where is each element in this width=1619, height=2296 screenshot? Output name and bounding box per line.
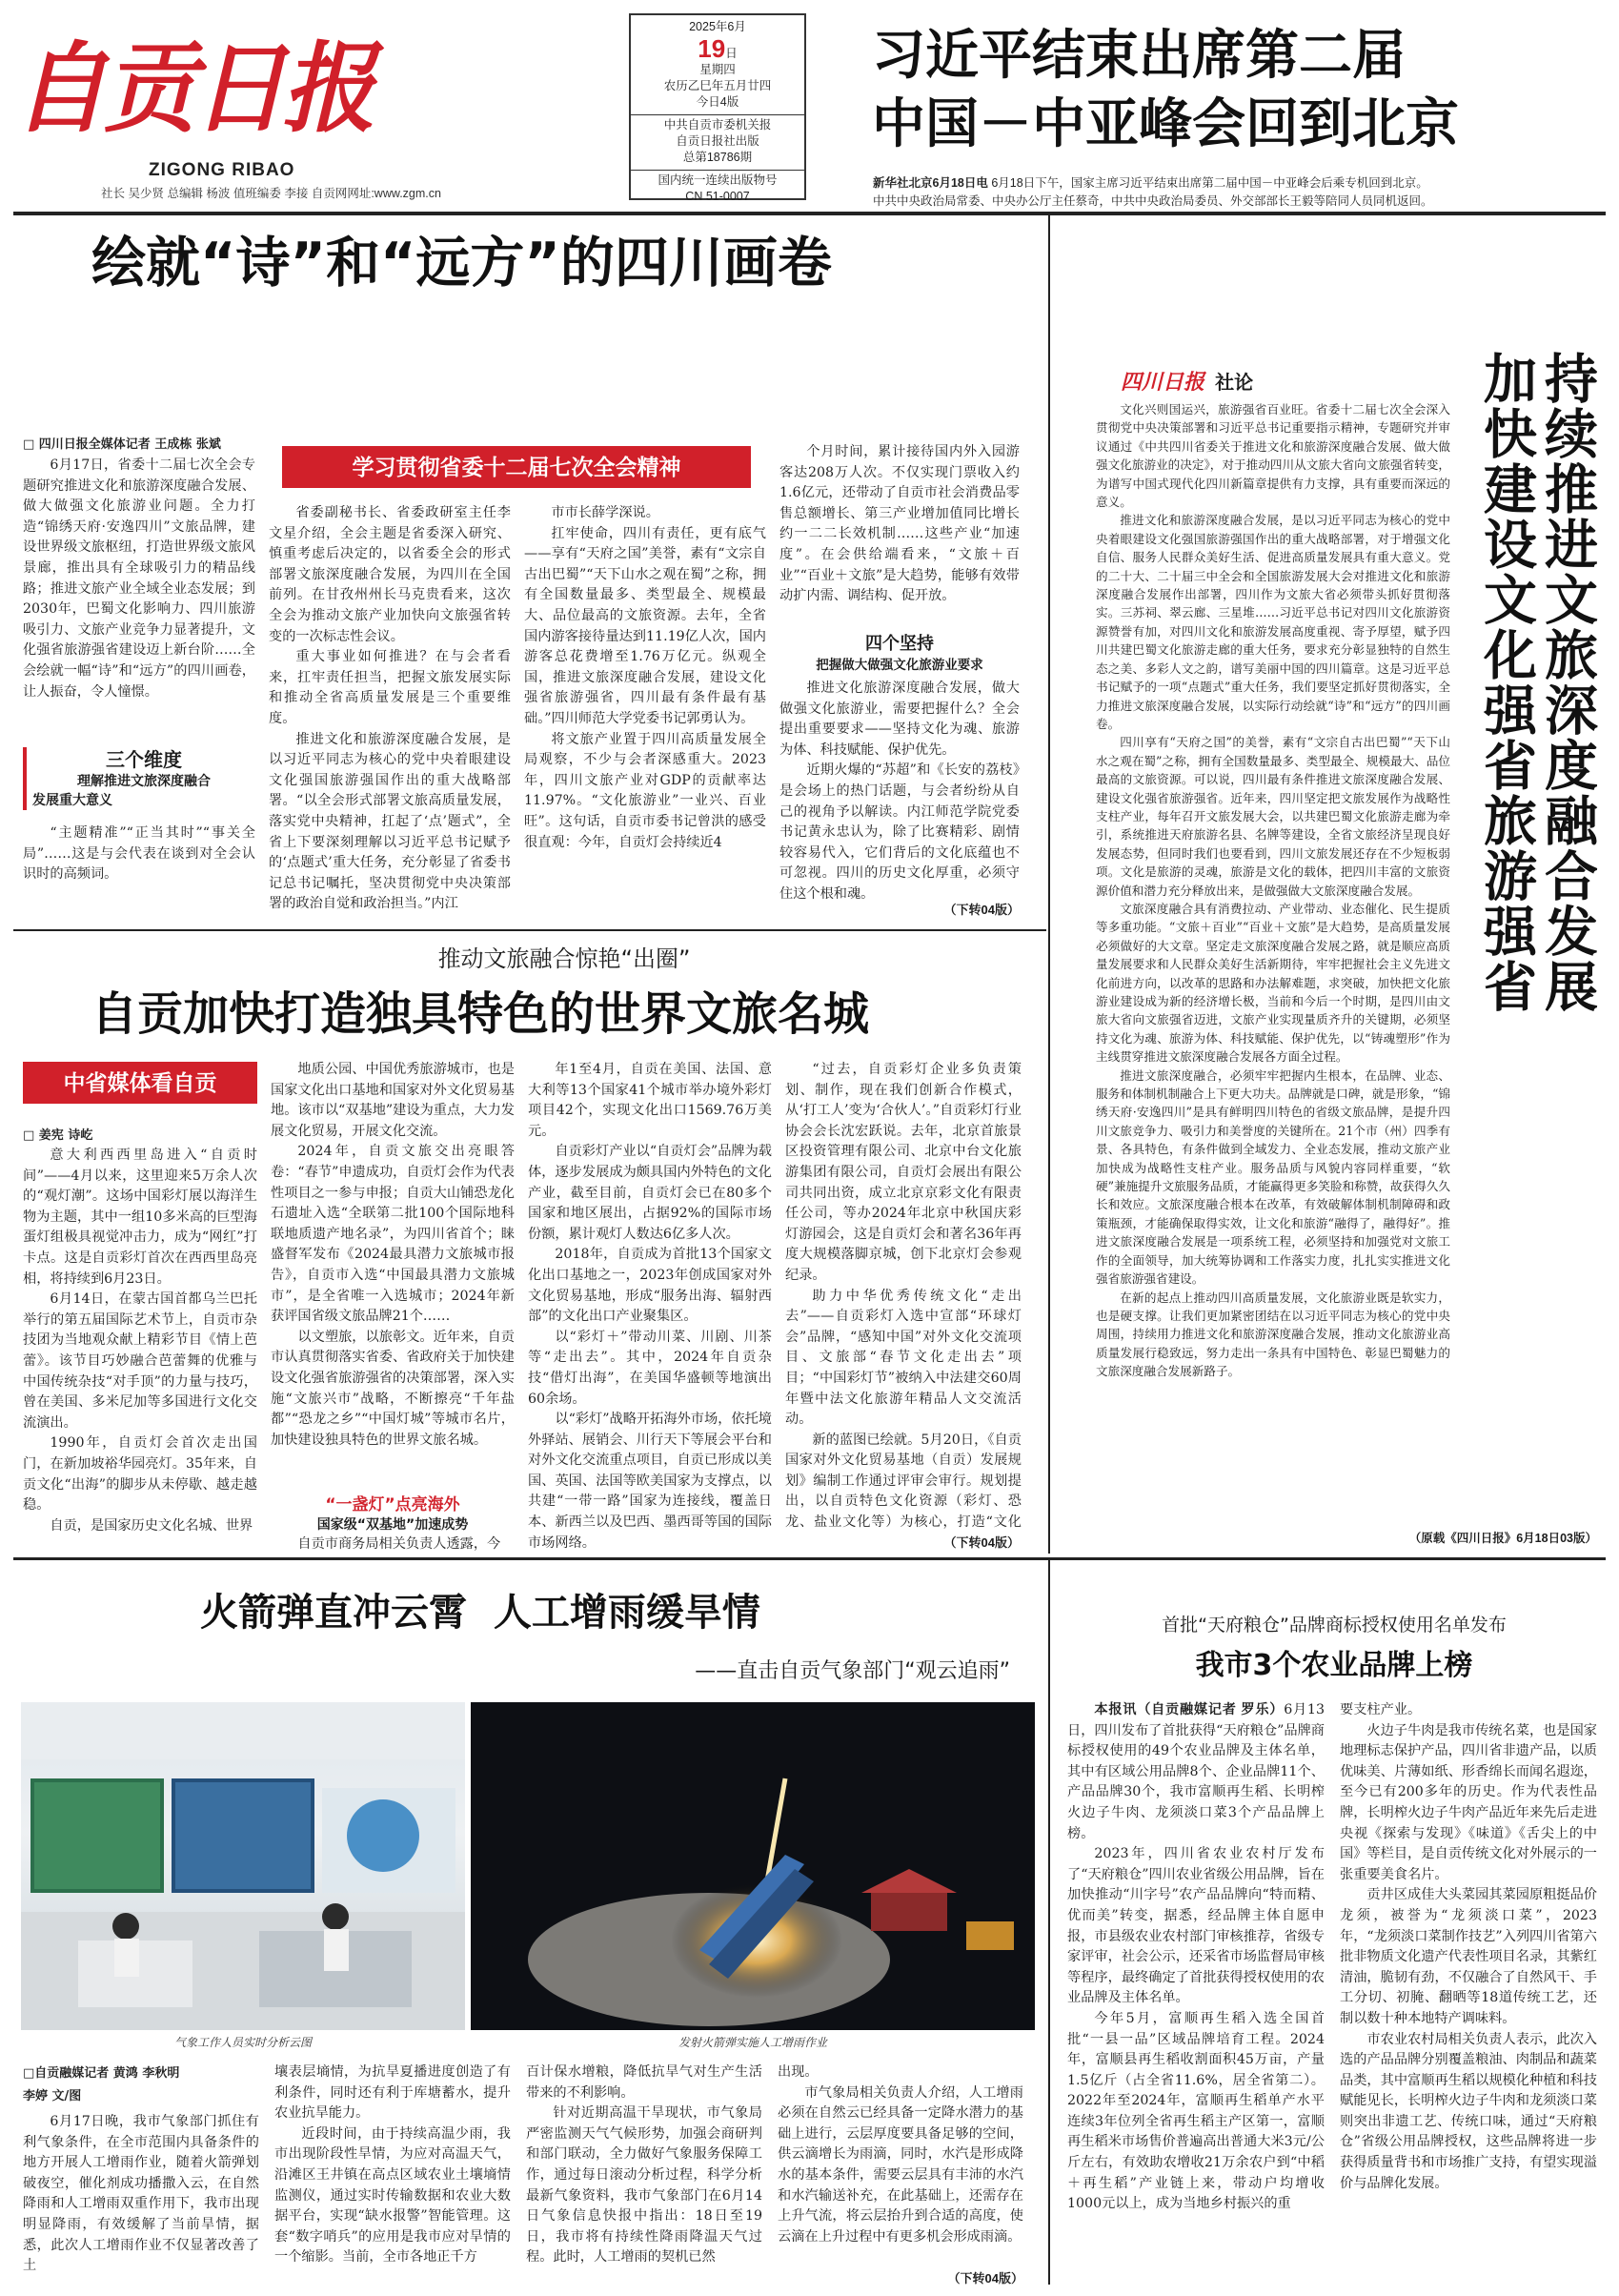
story4-lead: 本报讯（自贡融媒记者 罗乐） [1094, 1702, 1285, 1717]
masthead-logo [13, 13, 395, 181]
story2-subhead [271, 1494, 515, 1534]
date-weekday: 星期四 [699, 63, 736, 76]
story3-col2-p2: 近段时间，由于持续高温少雨，我市出现阶段性旱情，为应对高温天气，沿滩区王井镇在高点区域农业土壤墒情监测仪，通过实时传输数据和农业大数据平台，实现“缺水报警”智能管理。这套“数字哨兵”的应用是我市应对旱情的一个缩影。当前，全市各地正千方 [274, 2125, 511, 2266]
story2-col2 [271, 1060, 515, 1494]
editorial-p6: 在新的起点上推动四川高质量发展，文化旅游业既是软实力，也是硬支撑。让我们更加紧密团结在以习近平同志为核心的党中央周围，持续用力推进文化和旅游深度融合发展，推动文化旅游业高质量发展行稳致远，努力走出一条具有中国特色、彰显巴蜀魅力的文旅深度融合发展新路子。 [1096, 1290, 1450, 1379]
editorial-p3: 四川享有“天府之国”的美誉，素有“文宗自古出巴蜀”“天下山水之观在蜀”之称，拥有全国数量最多、类型最全、规模最大、品位最高的文旅资源。可以说，四川最有条件推进文旅深度融合发展、建设文化强省旅游强省。近年来，四川坚定把文旅发展作为战略性支柱产业，每年召开文旅发展大会，以共建巴蜀文化旅游走廊为牵引，系统推进天府旅游名县、名牌等建设，全省文旅经济呈现良好发展态势，但同时我们也要看到，四川文旅发展还存在不少短板弱项。文化是旅游的灵魂，旅游是文化的载体，把四川丰富的文旅资源价值和潜力充分释放出来，是做强做大文旅深度融合发展。 [1096, 735, 1450, 898]
story2-byline: □ 姜宪 诗屹 [23, 1128, 93, 1143]
subhead1-line3: 发展重大意义 [32, 793, 112, 808]
photo-rocket-launch [471, 1702, 1035, 2030]
lead-body-text2: 中共中央政治局常委、中央办公厅主任蔡奇，中共中央政治局委员、外交部部长王毅等陪同人员同机返回。 [873, 194, 1433, 208]
story1-col4a [779, 442, 1020, 629]
story2-col1-p1: 意大利西西里岛进入“自贡时间”——4月以来，这里迎来5万余人次的“观灯潮”。这场中国彩灯展以海洋生物为主题，其中一组10多米高的巨型海蛋灯组极具视觉冲击力，成为“网红”打卡点。这是自贡彩灯首次在西西里岛亮相，将持续到6月23日。 [23, 1148, 257, 1287]
story4-col1-p3: 今年5月，富顺再生稻入选全国首批“一县一品”区域品牌培育工程。2024年，富顺县再生稻收割面积45万亩，产量1.5亿斤（占全省11.6%，居全省第二）。2022年至2024年，富顺再生稻单产水平连续3年位列全省再生稻主产区第一，富顺再生稻米市场售价普遍高出普通大米3元/公斤左右，有效助农增收21万余农户到“中稻＋再生稻”产业链上来，带动户均增收1000元以上，成为当地乡村振兴的重 [1067, 2010, 1325, 2212]
story2-col2-p4: 自贡市商务局相关负责人透露，今 [297, 1536, 501, 1552]
date-day: 19 [698, 34, 726, 63]
story3-headline: 火箭弹直冲云霄 人工增雨缓旱情 [200, 1591, 760, 1635]
rocket-launch-illustration [471, 1702, 1035, 2030]
story2-col2b [271, 1534, 515, 1555]
story2-kicker: 推动文旅融合惊艳“出圈” [437, 945, 691, 972]
editorial-body [1096, 400, 1450, 1533]
story1-tag: 学习贯彻省委十二届七次全会精神 [282, 446, 751, 488]
date-pages: 今日4版 [696, 95, 739, 109]
lead-body [873, 174, 1597, 211]
story1-byline: □ 四川日报全媒体记者 王成栋 张斌 [23, 437, 221, 452]
lead-title-line2: 中国－中亚峰会回到北京 [872, 93, 1459, 155]
story4-col2 [1340, 1700, 1597, 2284]
publisher: 自贡日报社出版 [676, 134, 759, 148]
photo1-caption: 气象工作人员实时分析云图 [173, 2036, 312, 2049]
story4-col1-p1: 6月13日，四川发布了首批获得“天府粮仓”品牌商标授权使用的49个农业品牌及主体名单，其中有区域公用品牌8个、企业品牌11个、产品品牌30个，我市富顺再生稻、长明榨火边子牛肉、龙须淡口菜3个产品品牌上榜。 [1067, 1702, 1325, 1841]
story3-col3-p2: 针对近期高温干旱现状，市气象局严密监测天气气候形势，加强会商研判和部门联动，全力做好气象服务保障工作，通过每日滚动分析过程，科学分析最新气象资料，我市气象部门在6月14日气象信息快报中指出：18日至19日，我市将有持续性降雨降温天气过程。此时，人工增雨的契机已然 [526, 2105, 762, 2266]
story2-col3-p3: 2018年，自贡成为首批13个国家文化出口基地之一，2023年创成国家对外文化贸易基地，形成“服务出海、辐射西部”的文化出口产业聚集区。 [528, 1247, 772, 1325]
story2-subhead-line1: “一盏灯”点亮海外 [325, 1495, 460, 1514]
rule-mid-page [13, 1557, 1606, 1560]
editorial-p5: 推进文旅深度融合，必须牢牢把握内生根本，在品牌、业态、服务和体制机制融合上下更大功夫。品牌就是口碑，就是形象，“锦绣天府·安逸四川”是具有鲜明四川特色的省级文旅品牌，是提升四川文旅竞争力、吸引力和美誉度的关键所在。21个市（州）四季有景、各具特色，有条件做到全域发力、全业态发展，推动文旅产业加快成为战略性支柱产业。服务品质与风貌内容同样重要，“软硬”兼施提升文旅服务品质，才能赢得更多笑脸和称赞，故获得久久长和效应。文旅深度融合根本在改革，有效破解体制机制障碍和政策瓶颈，才能确保取得实效，让文化和旅游“融得了，融得好”。推进文旅深度融合发展是一项系统工程，必须坚持和加强党对文旅工作的全面领导，加大统筹协调和工作落实力度，扎扎实实推进文化强省旅游强省建设。 [1096, 1067, 1450, 1287]
story2-col3-p4: 以“彩灯＋”带动川菜、川剧、川茶等“走出去”。其中，2024年自贡杂技“借灯出海”，在美国华盛顿等地演出60余场。 [528, 1329, 772, 1407]
story1-col2-p1: 省委副秘书长、省委政研室主任李文星介绍，全会主题是省委深入研究、慎重考虑后决定的，以省委全会的形式部署文旅深度融合发展，为四川在全国前列。在甘孜州州长马克贵看来，这次全会为推动文旅产业加快向文旅强省转变的一次标志性会议。 [269, 505, 511, 644]
photo2-caption: 发射火箭弹实施人工增雨作业 [678, 2036, 827, 2049]
story2-col2-p1: 地质公园、中国优秀旅游城市，也是国家文化出口基地和国家对外文化贸易基地。该市以“双基地”建设为重点，大力发展文化贸易，开展文化交流。 [271, 1062, 515, 1139]
cn-label: 国内统一连续出版物号 [658, 173, 778, 187]
story2-col4-p3: 新的蓝图已绘就。5月20日，《自贡国家对外文化贸易基地（自贡）发展规划》编制工作通过评审会审行。规划提出，以自贡特色文化资源（彩灯、恐龙、盐业文化等）为核心，打造“文化 [785, 1432, 1022, 1531]
story1-headline [91, 225, 1006, 301]
editorial-source: 四川日报 [1121, 370, 1205, 395]
editorial-source-note: （原载《四川日报》6月18日03版） [1408, 1532, 1597, 1545]
story2-col4 [785, 1060, 1022, 1533]
story3-byline1: □自贡融媒记者 黄鸿 李秋明 [23, 2066, 180, 2081]
story3-col2-p1: 壤表层墒情，为抗旱夏播进度创造了有利条件，同时还有利于库塘蓄水，提升农业抗旱能力。 [274, 2064, 511, 2122]
story2-col3-p5: 以“彩灯”战略开拓海外市场，依托境外驿站、展销会、川行天下等展会平台和对外文化交流重点项目，自贡已形成以美国、英国、法国等欧美国家为支撑点，以共建“一带一路”国家为连接线，覆盖日本、新西兰以及巴西、墨西哥等国的国际市场网络。 [528, 1412, 772, 1551]
date-year-month: 2025年6月 [689, 20, 746, 33]
story1-col2 [269, 503, 511, 923]
story1-continued: （下转04版） [943, 903, 1020, 917]
story2-col3-p1: 年1至4月，自贡在美国、法国、意大利等13个国家41个城市举办境外彩灯项目42个，实现文化出口1569.76万美元。 [528, 1062, 772, 1139]
story1-col4-p2: 推进文化旅游深度融合发展，做大做强文化旅游业，需要把握什么？全会提出重要要求——坚持文化为魂、旅游为体、科技赋能、保护优先。 [779, 681, 1020, 758]
story3-col4-p2: 市气象局相关负责人介绍，人工增雨必须在自然云已经具备一定降水潜力的基础上进行，云层厚度要具备足够的空间，供云滴增长为雨滴，同时，水汽是形成降水的基本条件，需要云层具有丰沛的水汽和水汽输送补充，在此基础上，还需存在上升气流，将云层抬升到合适的高度，使云滴在上升过程中有更多机会形成雨滴。 [778, 2084, 1023, 2245]
story4-col2-p1: 要支柱产业。 [1340, 1702, 1422, 1717]
story1-col4b [779, 679, 1020, 904]
story1-col2-p3: 推进文化和旅游深度融合发展，是以习近平同志为核心的党中央着眼建设文化强国旅游强国作出的重大战略部署。“以全会形式部署文旅高质量发展，落实党中央精神，扛起了‘点’题式”，全省上下要深刻理解以习近平总书记赋予的‘点题式’重大任务，充分彰显了省委书记总书记嘱托，坚决贯彻党中央决策部署的政治自觉和政治担当。”内江 [269, 731, 511, 912]
masthead-rule [13, 212, 1606, 215]
story2-tag: 中省媒体看自贡 [23, 1062, 257, 1104]
story3-col3 [526, 2062, 762, 2284]
editorial-p4: 文旅深度融合具有消费拉动、产业带动、业态催化、民生提质等多重功能。“文旅＋百业”“百业＋文旅”是大趋势，是高质量发展必须做好的大文章。坚定走文旅深度融合发展之路，就是顺应高质量发展要求和人民群众美好生活新期待，牢牢把握社会主义先进文化前进方向，以改革的思路和办法解难题，求突破，加快把文化旅游业建设成为新的经济增长极，当前和今后一个时期，是四川由文旅大省向文旅强省迈进，文旅产业实现量质齐升的关键期，必须坚持文化为魂、旅游为体、科技赋能、保护优先，以“铸魂塑形”作为主线贯穿推进文旅深度融合发展各方面全过程。 [1096, 901, 1450, 1065]
story1-subhead1 [23, 747, 255, 810]
lead-title-line1: 习近平结束出席第二届 [872, 25, 1406, 87]
story3-col2 [274, 2062, 511, 2284]
story4-col2-p4: 市农业农村局相关负责人表示，此次入选的产品品牌分别覆盖粮油、肉制品和蔬菜品类，其中富顺再生稻以规模化种植和科技赋能见长，长明榨火边子牛肉和龙须淡口菜则突出非遗工艺、传统口味，通过“天府粮仓”省级公用品牌授权，这些品牌将进一步获得质量背书和市场推广支持，有望实现溢价与品牌化发展。 [1340, 2031, 1597, 2191]
story1-headline-part5: 的四川画卷 [559, 232, 832, 295]
date-lunar: 农历乙巳年五月廿四 [663, 79, 772, 92]
story1-col1 [23, 456, 255, 751]
story2-subhead-line2: 国家级“双基地”加速成势 [316, 1517, 469, 1533]
story2-col1 [23, 1146, 257, 1544]
story1-col3 [524, 503, 766, 923]
story1-col1b [23, 823, 255, 919]
editorial-p2: 推进文化和旅游深度融合发展，是以习近平同志为核心的党中央着眼建设文化强国旅游强国作出的重大战略部署，对于增强文化自信、服务人民群众美好生活、促进高质量发展具有重大意义。党的二十大、二十届三中全会和全国旅游发展大会对推进文化和旅游深度融合发展作出部署，四川作为文旅大省必须带头抓好贯彻落实。三苏祠、翠云廊、三星堆……习近平总书记对四川文化旅游资源赞誉有加，对四川文化和旅游发展高度重视、寄予厚望，赋予四川共建巴蜀文化旅游走廊的重大任务，要求充分彰显独特的自然生态之美、多彩人文之韵，谱写美丽中国的四川篇章。这是习近平总书记赋予的一项“点题式”重大任务，我们要坚定抓好贯彻落实，全力推进文旅深度融合发展，以实际行动绘就“诗”和“远方”的四川画卷。 [1096, 513, 1450, 731]
story1-col3-p2: 扛牢使命，四川有责任，更有底气——享有“天府之国”美誉，素有“文宗自古出巴蜀”“天下山水之观在蜀”之称，拥有全国数量最多、类型最全、规模最大、品位最高的文旅资源。去年，全省国内游客接待量达到11.19亿人次，国内游客总花费增至1.76万亿元。纵观全国，推进文旅深度融合发展，建设文化强省旅游强省，四川最有条件最有基础。”四川师范大学党委书记郭勇认为。 [524, 525, 766, 726]
story1-col1-p2: “主题精准”“正当其时”“事关全局”……这是与会代表在谈到对全会认识时的高频词。 [23, 825, 255, 883]
story2-headline: 自贡加快打造独具特色的世界文旅名城 [91, 987, 870, 1041]
story2-col1-p4: 自贡，是国家历史文化名城、世界 [50, 1517, 253, 1534]
story1-headline-part1: 绘就 [91, 232, 200, 295]
story3-subtitle: ——直击自贡气象部门“观云追雨” [695, 1659, 1010, 1683]
editorial-p1: 文化兴则国运兴，旅游强省百业旺。省委十二届七次全会深入贯彻党中央决策部署和习近平总书记重要指示精神，专题研究并审议通过《中共四川省委关于推进文化和旅游深度融合发展、做大做强文化旅游业的决定》，对于推动四川从文旅大省向文旅强省转变，为谱写中国式现代化四川新篇章提供有力支撑，具有重要而深远的意义。 [1096, 402, 1450, 510]
story4-col1 [1067, 1700, 1325, 2284]
rule-editorial-left [1048, 215, 1050, 1554]
story2-continued: （下转04版） [943, 1535, 1020, 1550]
story2-col3-p2: 自贡彩灯产业以“自贡灯会”品牌为载体，逐步发展成为颇具国内外特色的文化产业，截至目前，自贡灯会已在80多个国家和地区展出，占据92%的国际市场份额，累计观灯人数达6亿多人次。 [528, 1144, 772, 1242]
subhead1-line1: 三个维度 [106, 748, 182, 771]
sponsor: 中共自贡市委机关报 [663, 118, 772, 132]
masthead-pinyin: ZIGONG RIBAO [149, 160, 295, 180]
story1-col3-p3: 将文旅产业置于四川高质量发展全局观察，不少与会者深感重大。2023年，四川文旅产业对GDP的贡献率达11.97%。“文化旅游业”一业兴、百业旺”。这句话，自贡市委书记曾洪的感受很直观：今年，自贡灯会持续近4 [524, 731, 766, 850]
story3-col1 [23, 2112, 259, 2284]
subhead2-line2: 把握做大做强文化旅游业要求 [816, 658, 983, 673]
weather-room-illustration [21, 1702, 465, 2030]
lead-dateline: 新华社北京6月18日电 [873, 176, 988, 190]
story2-col3 [528, 1060, 772, 1555]
date-box [629, 13, 806, 203]
masthead-staff-line: 社长 吴少贤 总编辑 杨波 值班编委 李接 自贡网网址:www.zgm.cn [101, 187, 441, 200]
date-day-suffix: 日 [725, 47, 738, 60]
story1-headline-part4: “远方” [379, 232, 560, 295]
photo-weather-room [21, 1702, 465, 2030]
story4-col2-p3: 贡井区成佳大头菜园其菜园原粗挺品价龙须，被誉为“龙须淡口菜”，2023年，“龙须淡口菜制作技艺”入列四川省第六批非物质文化遗产代表性项目名录，其紫红清油，脆韧有劲，不仅融合了自然风干、手工分切、初腌、翻晒等18道传统工艺，还制以数十种本地特产调味料。 [1340, 1887, 1597, 2026]
subhead2-line1: 四个坚持 [865, 634, 934, 654]
story1-col4-p3: 近期火爆的“苏超”和《长安的荔枝》是会场上的热门话题，与会者纷纷从自己的视角予以解读。内江师范学院党委书记黄永忠认为，除了比赛精彩、剧情较容易代入，它们背后的文化底蕴也不可忽视。四川的历史文化厚重，必须守住这个根和魂。 [779, 762, 1020, 902]
story3-col3-p1: 百计保水增粮，降低抗旱气对生产生活带来的不利影响。 [526, 2064, 762, 2101]
story4-col2-p2: 火边子牛肉是我市传统名菜，也是国家地理标志保护产品，四川省非遗产品，以质优味美、片薄如纸、形香绵长而闻名遐迩，至今已有200多年的历史。作为代表性品牌，长明榨火边子牛肉产品近年来先后走进央视《探索与发现》《味道》《舌尖上的中国》等栏目，是自贡传统文化对外展示的一张重要美食名片。 [1340, 1722, 1597, 1882]
issue-no: 总第18786期 [682, 151, 753, 164]
story1-headline-part3: 和 [325, 232, 380, 295]
story2-col4-p1: “过去，自贡彩灯企业多负责策划、制作，现在我们创新合作模式，从‘打工人’变为‘合伙人’。”自贡彩灯行业协会会长沈宏跃说。去年，北京首旅景区投资管理有限公司、北京中台文化旅游集团有限公司，自贡灯会展出有限公司共同出资，成立北京京彩文化有限责任公司，等办2024年北京中秋国庆彩灯游园会，这是自贡灯会和著名36年再度大规模落脚京城，创下北京灯会参观纪录。 [785, 1062, 1022, 1283]
story3-continued: （下转04版） [947, 2271, 1023, 2286]
story1-headline-part2: “诗” [200, 232, 326, 295]
story4-col1-p2: 2023年，四川省农业农村厅发布了“天府粮仓”四川农业省级公用品牌，旨在加快推动“川字号”农产品品牌向“特而精、优而美”转变，据悉，经品牌主体自愿申报，市县级农业农村部门审核推荐，省级专家评审，社会公示，还采省市场监督局审核等程序，最终确定了首批获得授权使用的农业品牌及主体名单。 [1067, 1846, 1325, 2006]
story2-col2-p3: 以文塑旅，以旅彰文。近年来，自贡市认真贯彻落实省委、省政府关于加快建设文化强省旅游强省的决策部署，深入实施“文旅兴市”战略，不断擦亮“千年盐都”“恐龙之乡”“中国灯城”等城市名片，加快建设独具特色的世界文旅名城。 [271, 1329, 515, 1448]
story2-col1-p3: 1990年，自贡灯会首次走出国门，在新加坡裕华园亮灯。35年来，自贡文化“出海”的脚步从未停歇、越走越稳。 [23, 1435, 257, 1514]
story3-byline2: 李婷 文/图 [23, 2089, 82, 2103]
story1-col3-p1: 市市长薛学深说。 [551, 505, 659, 520]
story1-col2-p2: 重大事业如何推进？在与会者看来，扛牢责任担当，把握文旅发展实际和推动全省高质量发展是三个重要维度。 [269, 649, 511, 726]
story2-col4-p2: 助力中华优秀传统文化“走出去”——自贡彩灯入选中宣部“环球灯会”品牌，“感知中国”对外文化交流项目、文旅部“春节文化走出去”项目；“中国彩灯节”被纳入中法建交60周年暨中法文化旅游年精品人文交流活动。 [785, 1288, 1022, 1428]
story2-col1-p2: 6月14日，在蒙古国首都乌兰巴托举行的第五届国际艺术节上，自贡市杂技团为当地观众献上精彩节目《情上芭蕾》。该节目巧妙融合芭蕾舞的优雅与中国传统杂技“对手顶”的力量与技巧，曾在美国、多米尼加等多国进行文化交流演出。 [23, 1291, 257, 1431]
rule-story1-bottom [13, 929, 1046, 931]
lead-body-text: 6月18日下午，国家主席习近平结束出席第二届中国－中亚峰会后乘专机回到北京。 [987, 176, 1428, 190]
subhead1-line2: 理解推进文旅深度融合 [77, 774, 211, 789]
story1-subhead2 [779, 633, 1020, 675]
story4-kicker: 首批“天府粮仓”品牌商标授权使用名单发布 [1162, 1615, 1507, 1636]
story3-col4-p1: 出现。 [778, 2064, 819, 2080]
logo-text: 自贡日报 [13, 31, 373, 147]
story3-col4 [778, 2062, 1023, 2266]
editorial-title: 持续推进文旅深度融合发展 加快建设文化强省旅游强省 [1475, 351, 1598, 1014]
story4-headline: 我市3个农业品牌上榜 [1195, 1649, 1473, 1682]
story2-col2-p2: 2024年，自贡文旅交出亮眼答卷：“春节”申遗成功，自贡灯会作为代表性项目之一参与申报；自贡大山铺恐龙化石遗址入选“全联第二批100个国际地科联地质遗产地名录”，为四川省首个；睐盛督军发布《2024最具潜力文旅城市报告》，自贡市入选“中国最具潜力文旅城市”，是全省唯一入选城市；2024年新获评国省级文旅品牌21个…… [271, 1144, 515, 1325]
editorial-type: 社论 [1215, 371, 1254, 394]
rule-story4-left [1048, 1560, 1050, 2285]
story1-col4-p1: 个月时间，累计接待国内外入园游客达208万人次。不仅实现门票收入约1.6亿元，还带动了自贡市社会消费品零售总额增长、第三产业增加值同比增长约一二二长效机制……这些产业“加速度”。在会供给端看来，“文旅＋百业”“百业＋文旅”是大趋势，能够有效带动扩内需、调结构、促开放。 [779, 444, 1020, 604]
story1-col1-p1: 6月17日，省委十二届七次全会专题研究推进文化和旅游深度融合发展、做大做强文化旅游业问题。全力打造“锦绣天府·安逸四川”文旅品牌，建设世界级文旅枢纽，打造世界级文旅风景廊，推出具有全球吸引力的精品线路；推进文旅产业全域全业态发展；到2030年，巴蜀文化影响力、四川旅游吸引力、文旅产业竞争力显著提升，文化强省旅游强省建设迈上新台阶……全会绘就一幅“诗”和“远方”的四川画卷，让人振奋，令人憧憬。 [23, 457, 255, 700]
cn-no: CN 51-0007 [685, 190, 750, 203]
story3-col1-p1: 6月17日晚，我市气象部门抓住有利气象条件，在全市范围内具备条件的地方开展人工增雨作业，随着火箭弹划破夜空，催化剂成功播撒入云，在自然降雨和人工增雨双重作用下，我市出现明显降雨，有效缓解了当前旱情，据悉，此次人工增雨作业不仅显著改善了土 [23, 2114, 259, 2274]
